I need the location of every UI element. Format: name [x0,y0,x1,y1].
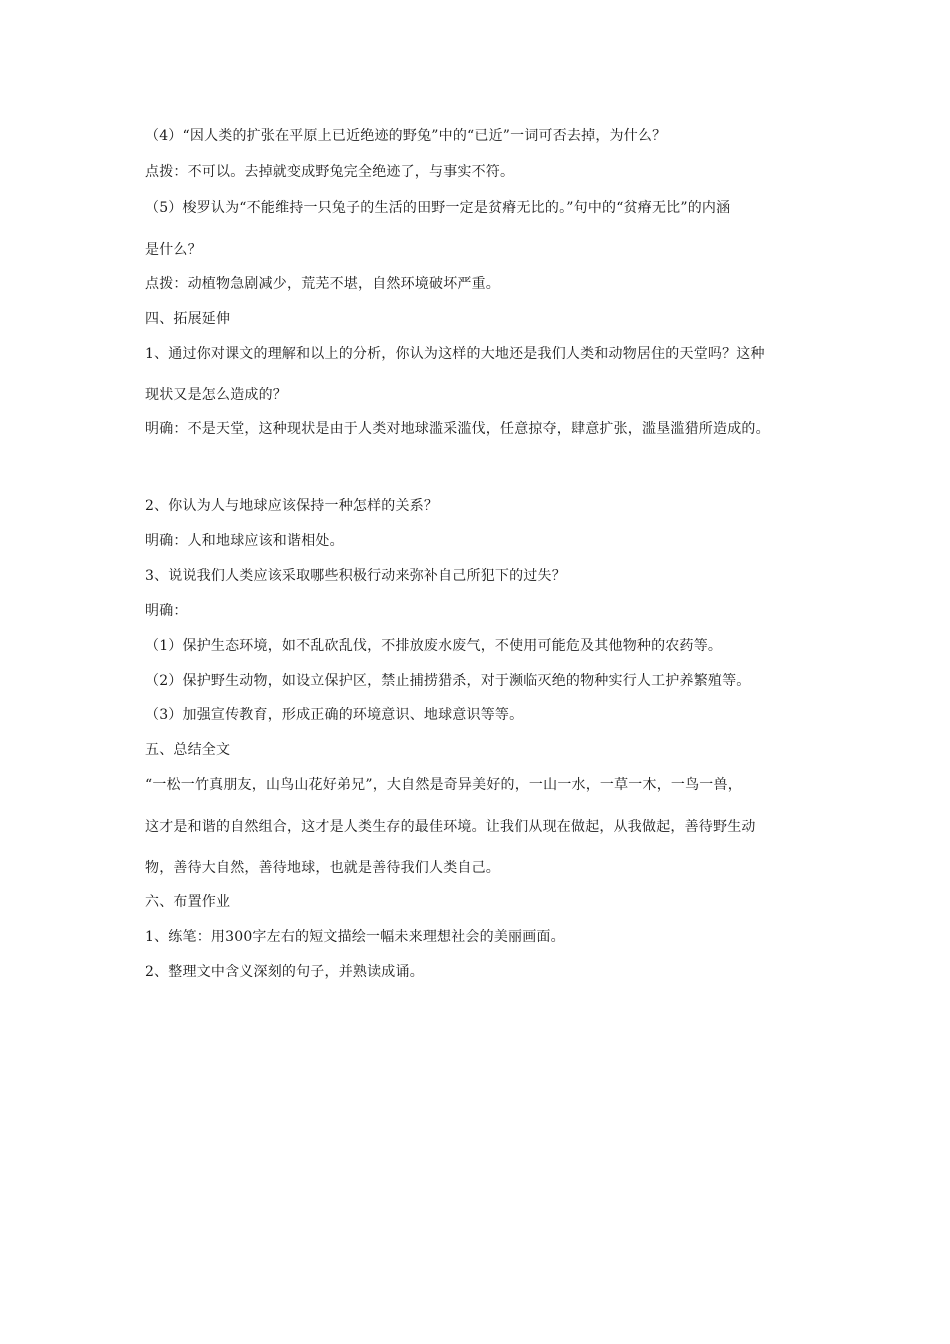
extension-a3-item-3: （3）加强宣传教育，形成正确的环境意识、地球意识等等。 [145,707,524,723]
summary-line-2: 这才是和谐的自然组合，这才是人类生存的最佳环境。让我们从现在做起，从我做起，善待野生动 [145,819,756,835]
homework-2: 2、整理文中含义深刻的句子，并熟读成诵。 [145,964,424,980]
section-5-heading: 五、总结全文 [145,742,231,758]
extension-a3-item-2: （2）保护野生动物，如设立保护区，禁止捕捞猎杀，对于濒临灭绝的物种实行人工护养繁殖等。 [145,673,751,689]
section-4-heading: 四、拓展延伸 [145,311,231,327]
summary-line-3: 物，善待大自然，善待地球，也就是善待我们人类自己。 [145,860,500,876]
question-5-line-1: （5）梭罗认为“不能维持一只兔子的生活的田野一定是贫瘠无比的。”句中的“贫瘠无比”的内涵 [145,200,731,216]
extension-q3: 3、说说我们人类应该采取哪些积极行动来弥补自己所犯下的过失？ [145,568,566,584]
section-6-heading: 六、布置作业 [145,894,231,910]
answer-5: 点拨：动植物急剧减少，荒芜不堪，自然环境破坏严重。 [145,276,500,292]
extension-q2: 2、你认为人与地球应该保持一种怎样的关系？ [145,498,439,514]
extension-q1-line-2: 现状又是怎么造成的？ [145,387,287,403]
extension-q1-line-1: 1、通过你对课文的理解和以上的分析，你认为这样的大地还是我们人类和动物居住的天堂吗？这种 [145,346,765,362]
answer-4: 点拨：不可以。去掉就变成野兔完全绝迹了，与事实不符。 [145,164,515,180]
question-5-line-2: 是什么？ [145,242,202,258]
extension-a1: 明确：不是天堂，这种现状是由于人类对地球滥采滥伐，任意掠夺，肆意扩张，滥垦滥猎所造成的。 [145,421,770,437]
homework-1: 1、练笔：用300字左右的短文描绘一幅未来理想社会的美丽画面。 [145,929,565,945]
question-4: （4）“因人类的扩张在平原上已近绝迹的野兔”中的“已近”一词可否去掉，为什么？ [145,128,667,144]
summary-line-1: “一松一竹真朋友，山鸟山花好弟兄”，大自然是奇异美好的，一山一水，一草一木，一鸟一兽， [145,777,742,793]
extension-a2: 明确：人和地球应该和谐相处。 [145,533,344,549]
extension-a3-label: 明确： [145,603,188,619]
extension-a3-item-1: （1）保护生态环境，如不乱砍乱伐，不排放废水废气，不使用可能危及其他物种的农药等。 [145,638,723,654]
